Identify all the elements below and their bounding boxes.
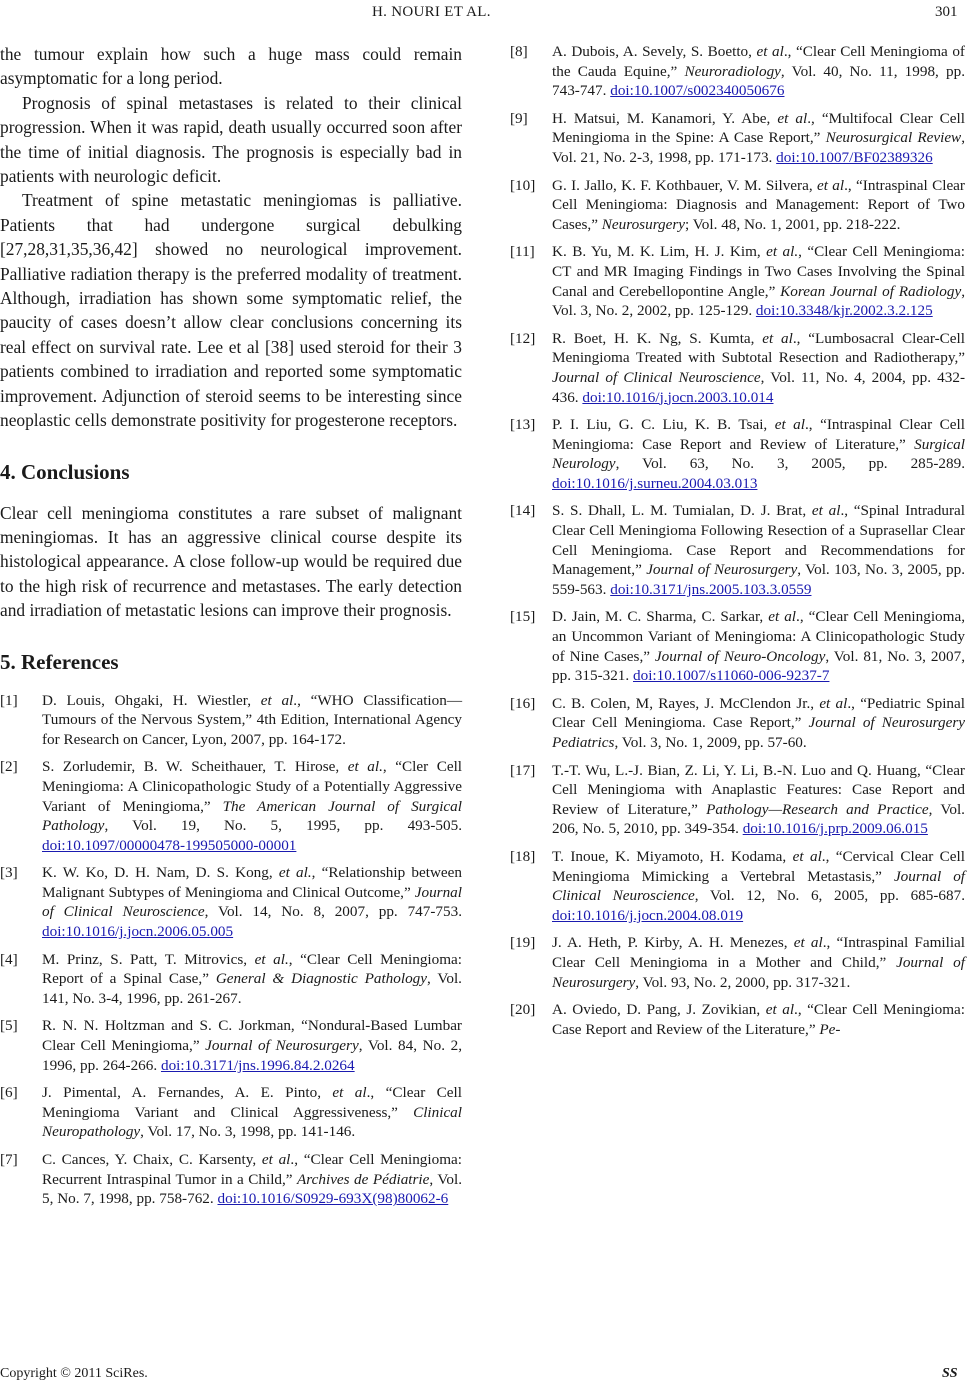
reference-doi-link[interactable]: doi:10.1007/s002340050676 xyxy=(610,82,785,100)
reference-details: , Vol. 14, No. 8, 2007, pp. 747-753. xyxy=(204,903,463,921)
body-paragraph: Prognosis of spinal metastases is related to their clinical progression. When it was rapid, death usually occurred soon after the time of initial diagnosis. The prognosis is especially bad in patients with neurologic deficit. xyxy=(0,92,462,187)
reference-title: ., “Spinal Intradural Clear Cell Meningioma Following Resection of a Suprasellar Clear Cell Meningioma. Case Report and Recommendations for Management,” xyxy=(552,502,965,579)
reference-number: [16] xyxy=(510,694,536,712)
reference-title: ., “Clear Cell Meningioma: Case Report and Review of the Literature,” xyxy=(552,1001,966,1038)
reference-doi-link[interactable]: doi:10.1016/j.prp.2009.06.015 xyxy=(742,820,928,838)
reference-et-al: et al xyxy=(819,694,848,712)
reference-doi-link[interactable]: doi:10.1016/S0929-693X(98)80062-6 xyxy=(217,1190,449,1208)
reference-details: , Vol. 12, No. 6, 2005, pp. 685-687. xyxy=(694,887,965,905)
reference-title: , “Clear Cell Meningioma: Report of a Spinal Case,” xyxy=(42,950,462,988)
reference-journal: Pathology—Research and Practice xyxy=(706,800,929,818)
reference-title: ., “Clear Cell Meningioma Variant and Clinical Aggressiveness,” xyxy=(42,1084,462,1121)
left-column xyxy=(0,42,462,1217)
reference-doi-link[interactable]: doi:10.1016/j.jocn.2003.10.014 xyxy=(582,388,774,406)
reference-title: ., “Intraspinal Clear Cell Meningioma: Case Report and Review of Literature,” xyxy=(552,416,965,453)
reference-title: , “Relationship between Malignant Subtypes of Meningioma and Clinical Outcome,” xyxy=(42,864,462,901)
reference-title: ., “WHO Classification—Tumours of the Nervous System,” 4th Edition, International Agency for Research on Cancer, Lyon, 2007, pp. 164-172. xyxy=(42,691,463,748)
reference-details: , Vol. 3, No. 2, 2002, pp. 125-129. xyxy=(552,282,966,320)
reference-authors: M. Prinz, S. Patt, T. Mitrovics, xyxy=(42,950,255,968)
journal-abbrev: SS xyxy=(942,1366,958,1381)
reference-item xyxy=(0,757,462,855)
reference-authors: D. Louis, Ohgaki, H. Wiestler, xyxy=(42,691,261,709)
reference-et-al: et al. xyxy=(278,864,312,882)
reference-details: , Vol. 93, No. 2, 2000, pp. 317-321. xyxy=(635,973,851,991)
reference-authors: P. I. Liu, G. C. Liu, K. B. Tsai, xyxy=(552,416,775,434)
reference-details: , Vol. 84, No. 2, 1996, pp. 264-266. xyxy=(42,1037,462,1074)
reference-journal: Journal of Clinical Neuroscience xyxy=(42,883,462,921)
reference-item xyxy=(510,415,965,493)
reference-item xyxy=(510,42,965,101)
reference-title: ., “Multifocal Clear Cell Meningioma in the Spine: A Case Report,” xyxy=(552,109,965,147)
page-number: 301 xyxy=(935,4,958,20)
reference-details: , Vol. 141, No. 3-4, 1996, pp. 261-267. xyxy=(42,970,462,1007)
reference-item xyxy=(510,761,965,839)
reference-et-al: et al. xyxy=(766,243,799,261)
reference-item xyxy=(510,329,965,407)
reference-details: , Vol. 63, No. 3, 2005, pp. 285-289. xyxy=(615,455,965,473)
reference-authors: S. S. Dhall, L. M. Tumialan, D. J. Brat, xyxy=(552,502,812,520)
reference-et-al: et al xyxy=(768,608,797,626)
reference-et-al: et al xyxy=(774,416,805,434)
reference-item xyxy=(510,847,965,925)
reference-number: [2] xyxy=(0,758,18,776)
reference-journal: Pe- xyxy=(819,1020,841,1038)
reference-authors: K. B. Yu, M. K. Lim, H. J. Kim, xyxy=(552,243,767,261)
reference-details: , Vol. 11, No. 4, 2004, pp. 432-436. xyxy=(552,368,965,406)
reference-item xyxy=(510,1000,965,1039)
running-header xyxy=(0,4,968,24)
reference-list-left xyxy=(0,691,462,1209)
reference-details: , Vol. 103, No. 3, 2005, pp. 559-563. xyxy=(552,561,965,598)
reference-details: , Vol. 206, No. 5, 2010, pp. 349-354. xyxy=(552,800,965,838)
reference-journal: Journal of Neuro-Oncology xyxy=(654,647,826,665)
reference-authors: T.-T. Wu, L.-J. Bian, Z. Li, Y. Li, B.-N. Luo and Q. Huang, “Clear Cell Meningioma with Anaplastic Features: Case Report and Review of Literature,” xyxy=(552,761,965,818)
reference-authors: S. Zorludemir, B. W. Scheithauer, T. Hirose, xyxy=(42,758,348,776)
reference-item xyxy=(0,863,462,941)
copyright-text: Copyright © 2011 SciRes. xyxy=(0,1366,148,1381)
reference-et-al: et al. xyxy=(254,950,289,968)
reference-et-al: et al xyxy=(811,502,841,520)
reference-title: ., “Cervical Clear Cell Meningioma Mimicking a Vertebral Metastasis,” xyxy=(552,847,965,885)
reference-number: [11] xyxy=(510,243,535,261)
reference-doi-link[interactable]: doi:10.1016/j.jocn.2004.08.019 xyxy=(552,906,744,924)
reference-et-al: et al xyxy=(261,1151,291,1168)
reference-number: [9] xyxy=(510,109,528,127)
reference-doi-link[interactable]: doi:10.1007/BF02389326 xyxy=(776,148,933,166)
reference-title: ., “Clear Cell Meningioma of the Cauda Equine,” xyxy=(552,43,965,80)
reference-authors: C. B. Colen, M, Rayes, J. McClendon Jr., xyxy=(552,694,820,712)
reference-item xyxy=(510,933,965,992)
body-paragraph: Treatment of spine metastatic meningiomas is palliative. Patients that had undergone surgical debulking [27,28,31,35,36,42] showed no neurological improvement. Palliative radiation therapy is the preferred modality of treatment. Although, irradiation has shown some symptomatic relief, the paucity of cases doesn’t allow clear conclusions concerning its real effect on survival rate. Lee et al [38] used steroid for their 3 patients combined to irradiation and reported some symptomatic improvement. Adjunction of steroid seems to be interesting since neoplastic cells demonstrate positivity for progesterone receptors. xyxy=(0,190,462,431)
reference-number: [18] xyxy=(510,847,536,865)
reference-journal: Neuroradiology xyxy=(684,62,781,80)
reference-title: ., “Clear Cell Meningioma: Recurrent Intraspinal Tumor in a Child,” xyxy=(42,1151,462,1188)
reference-details: , Vol. 19, No. 5, 1995, pp. 493-505. xyxy=(104,817,462,835)
reference-journal: General & Diagnostic Pathology xyxy=(215,970,427,988)
right-column xyxy=(510,42,965,1047)
reference-doi-link[interactable]: doi:10.1097/00000478-199505000-00001 xyxy=(42,836,297,854)
reference-item xyxy=(510,242,965,320)
reference-number: [13] xyxy=(510,416,536,434)
reference-number: [20] xyxy=(510,1001,536,1019)
reference-authors: T. Inoue, K. Miyamoto, H. Kodama, xyxy=(552,847,793,865)
reference-number: [7] xyxy=(0,1151,18,1168)
reference-doi-link[interactable]: doi:10.1016/j.surneu.2004.03.013 xyxy=(552,474,758,492)
reference-journal: Neurosurgery xyxy=(601,215,686,233)
reference-details: , Vol. 5, No. 7, 1998, pp. 758-762. xyxy=(42,1170,462,1208)
reference-authors: J. Pimental, A. Fernandes, A. E. Pinto, xyxy=(42,1084,333,1102)
body-paragraph: the tumour explain how such a huge mass could remain asymptomatic for a long period. xyxy=(0,44,462,89)
reference-number: [8] xyxy=(510,43,528,60)
reference-doi-link[interactable]: doi:10.3348/kjr.2002.3.2.125 xyxy=(755,302,933,320)
reference-journal: The American Journal of Surgical Pathology xyxy=(42,797,462,835)
reference-authors: A. Dubois, A. Sevely, S. Boetto, xyxy=(552,43,757,60)
reference-title: , “Clear Cell Meningioma: CT and MR Imaging Findings in Two Cases Involving the Spinal Canal and Cerebellopontine Angle,” xyxy=(552,243,966,300)
reference-et-al: et al. xyxy=(347,758,383,776)
reference-doi-link[interactable]: doi:10.1007/s11060-006-9237-7 xyxy=(633,667,830,685)
reference-details: , Vol. 17, No. 3, 1998, pp. 141-146. xyxy=(140,1123,356,1141)
reference-item xyxy=(0,691,462,750)
reference-item xyxy=(0,950,462,1009)
reference-et-al: et al xyxy=(756,43,784,60)
reference-journal: Archives de Pédiatrie xyxy=(297,1170,430,1188)
reference-details: , Vol. 81, No. 3, 2007, pp. 315-321. xyxy=(552,647,965,685)
reference-details: , Vol. 3, No. 1, 2009, pp. 57-60. xyxy=(614,734,807,751)
reference-number: [10] xyxy=(510,176,536,194)
reference-item xyxy=(510,109,965,168)
reference-journal: Clinical Neuropathology xyxy=(42,1103,462,1141)
reference-item xyxy=(0,1016,462,1075)
reference-details: , Vol. 40, No. 11, 1998, pp. 743-747. xyxy=(552,62,965,100)
reference-title: ., “Intraspinal Familial Clear Cell Meningioma in a Mother and Child,” xyxy=(552,934,966,971)
section-heading-references: 5. References xyxy=(0,649,119,674)
conclusions-paragraph: Clear cell meningioma constitutes a rare subset of malignant meningiomas. It has an aggressive clinical course despite its histological appearance. A close follow-up would be required due to the high risk of recurrence and metastases. The early detection and irradiation of metastatic lesions can improve their prognosis. xyxy=(0,502,462,621)
reference-authors: D. Jain, M. C. Sharma, C. Sarkar, xyxy=(552,608,769,626)
page-footer xyxy=(0,1366,968,1384)
reference-list-right xyxy=(510,42,965,1039)
reference-et-al: et al xyxy=(260,691,294,709)
reference-number: [6] xyxy=(0,1084,18,1102)
reference-item xyxy=(0,1083,462,1142)
reference-journal: Journal of Neurosurgery Pediatrics xyxy=(552,714,965,751)
reference-et-al: et al xyxy=(793,934,823,952)
reference-item xyxy=(510,176,965,235)
reference-journal: Neurosurgical Review xyxy=(825,129,962,147)
reference-number: [1] xyxy=(0,691,18,709)
reference-journal: Journal of Neurosurgery xyxy=(646,561,798,579)
reference-title: ., “Intraspinal Clear Cell Meningioma: Diagnosis and Management: Report of Two Cases,” xyxy=(552,176,965,233)
reference-title: ., “Clear Cell Meningioma, an Uncommon Variant of Meningioma: A Clinicopathologic Study of Nine Cases,” xyxy=(552,608,965,665)
reference-details: ; Vol. 48, No. 1, 2001, pp. 218-222. xyxy=(685,215,901,233)
reference-authors: R. Boet, H. K. Ng, S. Kumta, xyxy=(552,329,763,347)
reference-item xyxy=(0,1150,462,1209)
reference-authors: A. Oviedo, D. Pang, J. Zovikian, xyxy=(552,1001,766,1019)
reference-et-al: et al xyxy=(332,1084,367,1102)
reference-number: [15] xyxy=(510,608,536,626)
reference-et-al: et al xyxy=(816,176,845,194)
reference-et-al: et al xyxy=(762,329,793,347)
reference-doi-link[interactable]: doi:10.1016/j.jocn.2006.05.005 xyxy=(42,923,234,941)
reference-et-al: et al xyxy=(777,109,808,127)
reference-number: [4] xyxy=(0,950,18,968)
reference-title: ., “Pediatric Spinal Clear Cell Meningioma. Case Report,” xyxy=(552,694,965,732)
reference-journal: Surgical Neurology xyxy=(552,435,965,473)
section-heading-conclusions: 4. Conclusions xyxy=(0,459,130,484)
reference-number: [17] xyxy=(510,761,536,779)
reference-item xyxy=(510,694,965,753)
reference-doi-link[interactable]: doi:10.3171/jns.2005.103.3.0559 xyxy=(610,580,812,598)
reference-title: ., “Lumbosacral Clear-Cell Meningioma Treated with Subtotal Resection and Radiotherapy,” xyxy=(552,329,965,367)
reference-doi-link[interactable]: doi:10.3171/jns.1996.84.2.0264 xyxy=(160,1056,355,1074)
reference-journal: Journal of Neurosurgery xyxy=(205,1037,359,1055)
reference-number: [19] xyxy=(510,934,536,952)
reference-number: [14] xyxy=(510,502,536,520)
running-title: H. NOURI ET AL. xyxy=(372,4,491,20)
reference-journal: Journal of Clinical Neuroscience xyxy=(552,867,966,905)
reference-journal: Journal of Clinical Neuroscience xyxy=(552,368,761,386)
reference-authors: G. I. Jallo, K. F. Kothbauer, V. M. Silvera, xyxy=(552,176,817,194)
reference-title: , “Cler Cell Meningioma: A Clinicopathologic Study of a Potentially Aggressive Variant of Meningioma,” xyxy=(42,758,463,815)
reference-authors: H. Matsui, M. Kanamori, Y. Abe, xyxy=(552,109,778,127)
reference-number: [12] xyxy=(510,329,536,347)
reference-number: [3] xyxy=(0,864,18,882)
reference-journal: Journal of Neurosurgery xyxy=(552,953,965,991)
reference-journal: Korean Journal of Radiology xyxy=(780,282,962,300)
reference-authors: J. A. Heth, P. Kirby, A. H. Menezes, xyxy=(552,934,794,952)
reference-number: [5] xyxy=(0,1017,18,1035)
reference-authors: R. N. N. Holtzman and S. C. Jorkman, “Nondural-Based Lumbar Clear Cell Meningioma,” xyxy=(42,1017,462,1055)
reference-item xyxy=(510,501,965,599)
reference-item xyxy=(510,607,965,685)
reference-et-al: et al xyxy=(792,847,822,865)
reference-authors: K. W. Ko, D. H. Nam, D. S. Kong, xyxy=(42,864,279,882)
reference-et-al: et al xyxy=(765,1001,795,1019)
reference-authors: C. Cances, Y. Chaix, C. Karsenty, xyxy=(42,1151,262,1168)
reference-details: , Vol. 21, No. 2-3, 1998, pp. 171-173. xyxy=(552,129,965,166)
